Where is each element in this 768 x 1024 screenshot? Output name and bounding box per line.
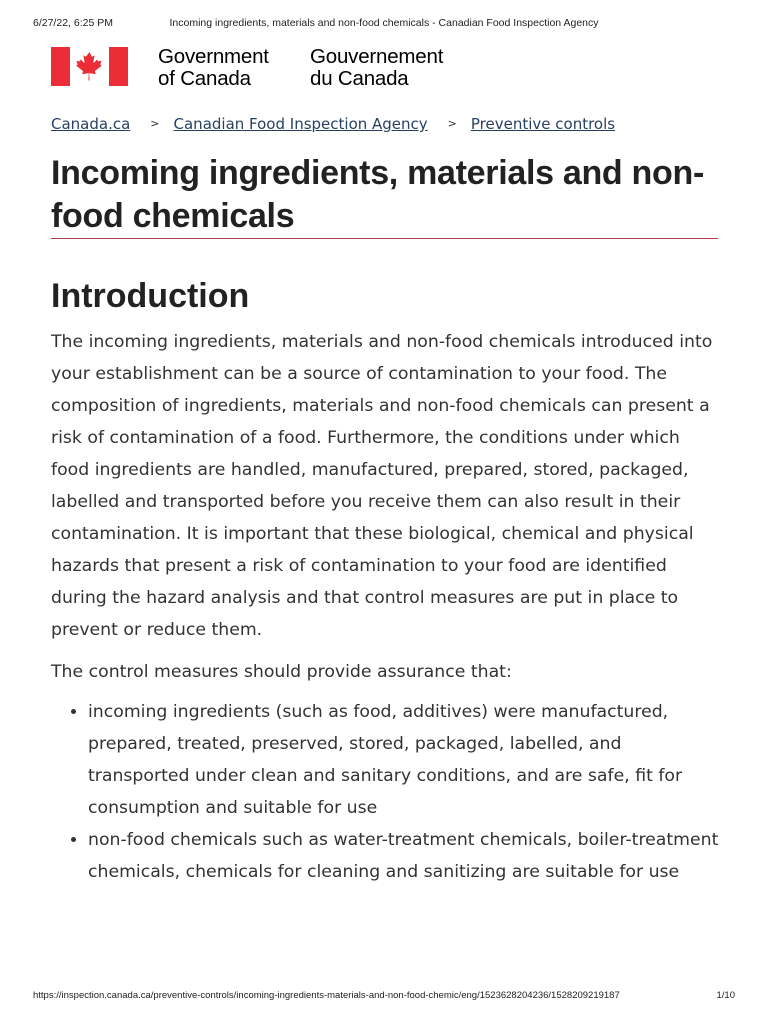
breadcrumb xyxy=(51,115,615,133)
section-heading-introduction: Introduction xyxy=(51,277,250,315)
breadcrumb-link-canada-ca[interactable]: Canada.ca xyxy=(51,115,131,133)
print-header xyxy=(33,17,735,31)
assurance-list xyxy=(51,696,723,888)
breadcrumb-link-preventive-controls[interactable]: Preventive controls xyxy=(470,115,616,133)
signature-en-line1: Government xyxy=(158,45,269,68)
assurance-paragraph: The control measures should provide assurance that: xyxy=(51,662,512,682)
print-footer xyxy=(33,990,735,1004)
breadcrumb-separator-icon: > xyxy=(447,117,457,130)
list-item: • incoming ingredients (such as food, additives) were manufactured, prepared, treated, preserved, stored, packaged, labelled, and transported under clean and sanitary conditions, and are safe, fit for consumption and suitable for use xyxy=(88,696,723,824)
signature-french xyxy=(310,46,443,90)
list-item: • non-food chemicals such as water-treatment chemicals, boiler-treatment chemicals, chemicals for cleaning and sanitizing are suitable for use xyxy=(88,824,723,888)
print-url: https://inspection.canada.ca/preventive-controls/incoming-ingredients-materials-and-non-food-chemic/eng/1523628204236/1528209219187 xyxy=(33,990,620,1001)
print-date: 6/27/22, 6:25 PM xyxy=(33,17,113,29)
signature-fr-line1: Gouvernement xyxy=(310,45,444,68)
page-number: 1/10 xyxy=(716,990,735,1001)
canada-flag-icon xyxy=(51,47,128,86)
signature-en-line2: of Canada xyxy=(158,67,251,90)
breadcrumb-link-cfia[interactable]: Canadian Food Inspection Agency xyxy=(173,115,428,133)
main-content xyxy=(51,326,723,888)
page-title: Incoming ingredients, materials and non-food chemicals xyxy=(51,154,704,235)
signature-fr-line2: du Canada xyxy=(310,67,409,90)
breadcrumb-separator-icon: > xyxy=(150,117,160,130)
intro-paragraph: The incoming ingredients, materials and non-food chemicals introduced into your establishment can be a source of contamination to your food. The composition of ingredients, materials and non-food chemicals can present a risk of contamination of a food. Furthermore, the conditions under which food ingredients are handled, manufactured, prepared, stored, packaged, labelled and transported before you receive them can also result in their contamination. It is important that these biological, chemical and physical hazards that present a risk of contamination to your food are identified during the hazard analysis and that control measures are put in place to prevent or reduce them. xyxy=(51,332,713,640)
signature-english xyxy=(158,46,269,90)
print-page-title: Incoming ingredients, materials and non-food chemicals - Canadian Food Inspection Agency xyxy=(169,17,599,29)
title-divider xyxy=(51,238,718,239)
